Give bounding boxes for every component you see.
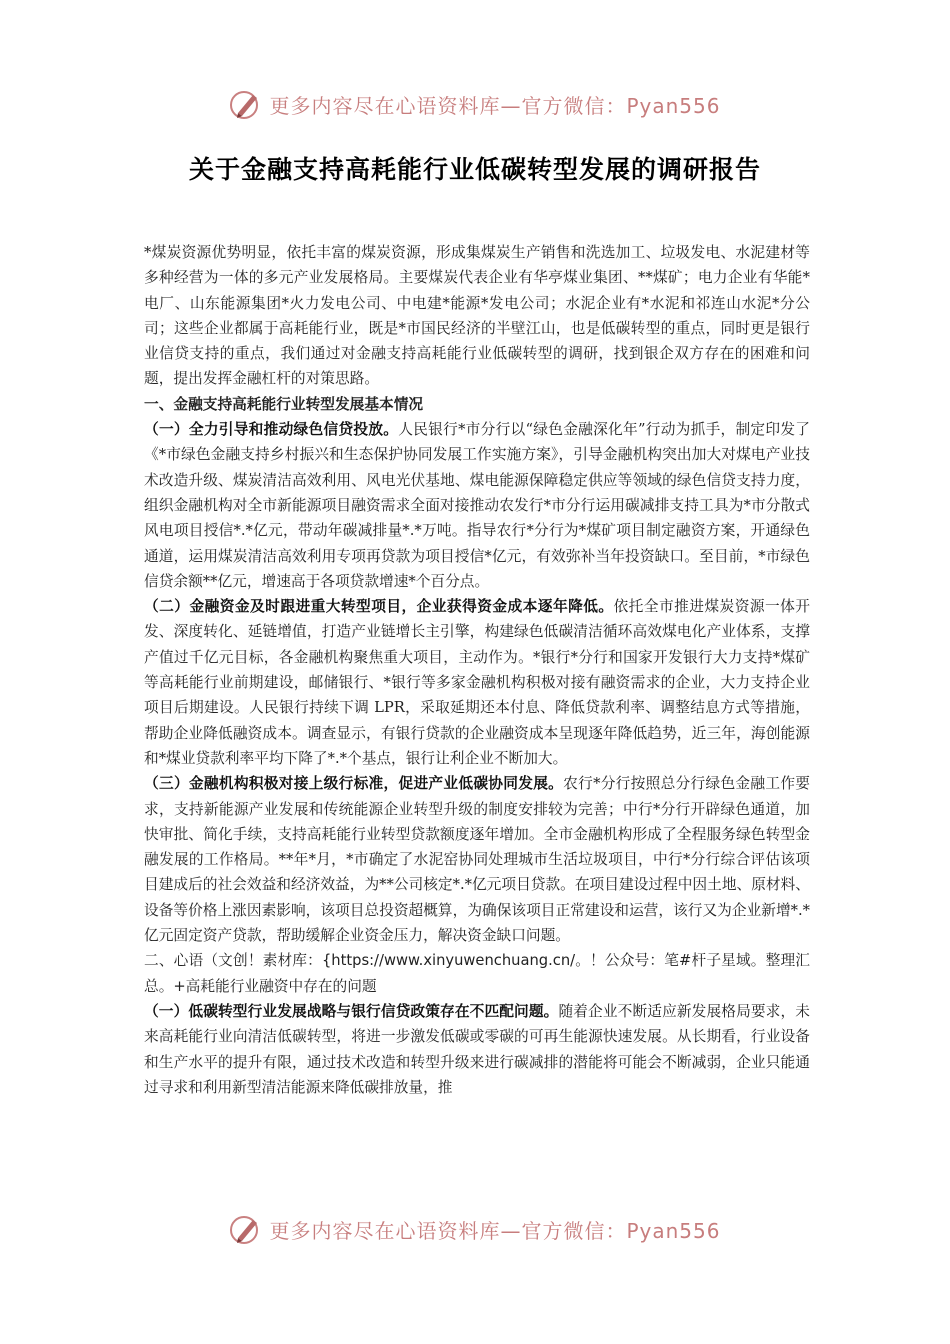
paragraph-lead: （一）低碳转型行业发展战略与银行信贷政策存在不匹配问题。 [144, 1002, 559, 1020]
paragraph-text: 随着企业不断适应新发展格局要求，未来高耗能行业向清洁低碳转型，将进一步激发低碳或零碳的可再生能源快速发展。从长期看，行业设备和生产水平的提升有限，通过技术改造和转型升级来进行碳减排的潜能将可能会不断减弱，企业只能通过寻求和利用新型清洁能源来降低碳排放量，推 [144, 1002, 810, 1096]
section-1-paragraph-3 [144, 771, 810, 948]
paragraph-text: 农行*分行按照总分行绿色金融工作要求，支持新能源产业发展和传统能源企业转型升级的制度安排较为完善；中行*分行开辟绿色通道，加快审批、简化手续，支持高耗能行业转型贷款额度逐年增加。全市金融机构形成了全程服务绿色转型金融发展的工作格局。**年*月，*市确定了水泥窑协同处理城市生活垃圾项目，中行*分行综合评估该项目建成后的社会效益和经济效益，为**公司核定*.*亿元项目贷款。在项目建设过程中因土地、原材料、设备等价格上涨因素影响，该项目总投资超概算，为确保该项目正常建设和运营，该行又为企业新增*.*亿元固定资产贷款，帮助缓解企业资金压力，解决资金缺口问题。 [144, 775, 810, 945]
footer-banner [0, 1209, 950, 1249]
header-banner [0, 84, 950, 124]
pen-logo-icon [229, 1212, 263, 1246]
paragraph-text: 人民银行*市分行以“绿色金融深化年”行动为抓手，制定印发了《*市绿色金融支持乡村振兴和生态保护协同发展工作实施方案》，引导金融机构突出加大对煤电产业技术改造升级、煤炭清洁高效利用、风电光伏基地、煤电能源保障稳定供应等领域的绿色信贷支持力度，组织金融机构对全市新能源项目融资需求全面对接推动农发行*市分行运用碳减排支持工具为*市分散式风电项目授信*.*亿元，带动年碳减排量*.*万吨。指导农行*分行为*煤矿项目制定融资方案，开通绿色通道，运用煤炭清洁高效利用专项再贷款为项目授信*亿元，有效弥补当年投资缺口。至目前，*市绿色信贷余额**亿元，增速高于各项贷款增速*个百分点。 [144, 421, 810, 590]
section-1-paragraph-2 [144, 594, 810, 771]
section-1-heading: 一、金融支持高耗能行业转型发展基本情况 [144, 395, 424, 413]
paragraph-lead: （三）金融机构积极对接上级行标准，促进产业低碳协同发展。 [144, 775, 564, 793]
paragraph-text: 依托全市推进煤炭资源一体开发、深度转化、延链增值，打造产业链增长主引擎，构建绿色低碳清洁循环高效煤电化产业体系，支撑产值过千亿元目标，各金融机构聚焦重大项目，主动作为。*银行*分行和国家开发银行大力支持*煤矿等高耗能行业前期建设，邮储银行、*银行等多家金融机构积极对接有融资需求的企业，大力支持企业项目后期建设。人民银行持续下调 LPR，采取延期还本付息、降低贷款利率、调整结息方式等措施，帮助企业降低融资成本。调查显示，有银行贷款的企业融资成本呈现逐年降低趋势，近三年，海创能源和*煤业贷款利率平均下降了*.*个基点，银行让利企业不断加大。 [144, 598, 810, 767]
section-1-paragraph-1 [144, 417, 810, 594]
banner-text: 更多内容尽在心语资料库—官方微信：Pyan556 [269, 1218, 721, 1243]
pen-logo-icon [229, 87, 263, 121]
banner-text: 更多内容尽在心语资料库—官方微信：Pyan556 [269, 93, 721, 118]
paragraph-lead: （二）金融资金及时跟进重大转型项目，企业获得资金成本逐年降低。 [144, 598, 614, 616]
paragraph-lead: （一）全力引导和推动绿色信贷投放。 [144, 421, 399, 439]
section-2-heading: 二、心语（文创！素材库：{https://www.xinyuwenchuang.cn/。！公众号：笔#杆子星域。整理汇总。+高耗能行业融资中存在的问题 [144, 952, 810, 995]
intro-paragraph: *煤炭资源优势明显，依托丰富的煤炭资源，形成集煤炭生产销售和洗选加工、垃圾发电、水泥建材等多种经营为一体的多元产业发展格局。主要煤炭代表企业有华亭煤业集团、**煤矿；电力企业有华能*电厂、山东能源集团*火力发电公司、中电建*能源*发电公司；水泥企业有*水泥和祁连山水泥*分公司；这些企业都属于高耗能行业，既是*市国民经济的半壁江山，也是低碳转型的重点，同时更是银行业信贷支持的重点，我们通过对金融支持高耗能行业低碳转型的调研，找到银企双方存在的困难和问题，提出发挥金融杠杆的对策思路。 [144, 244, 810, 388]
document-title: 关于金融支持高耗能行业低碳转型发展的调研报告 [188, 155, 761, 184]
section-2-paragraph-1 [144, 999, 810, 1100]
document-body [144, 240, 810, 1100]
